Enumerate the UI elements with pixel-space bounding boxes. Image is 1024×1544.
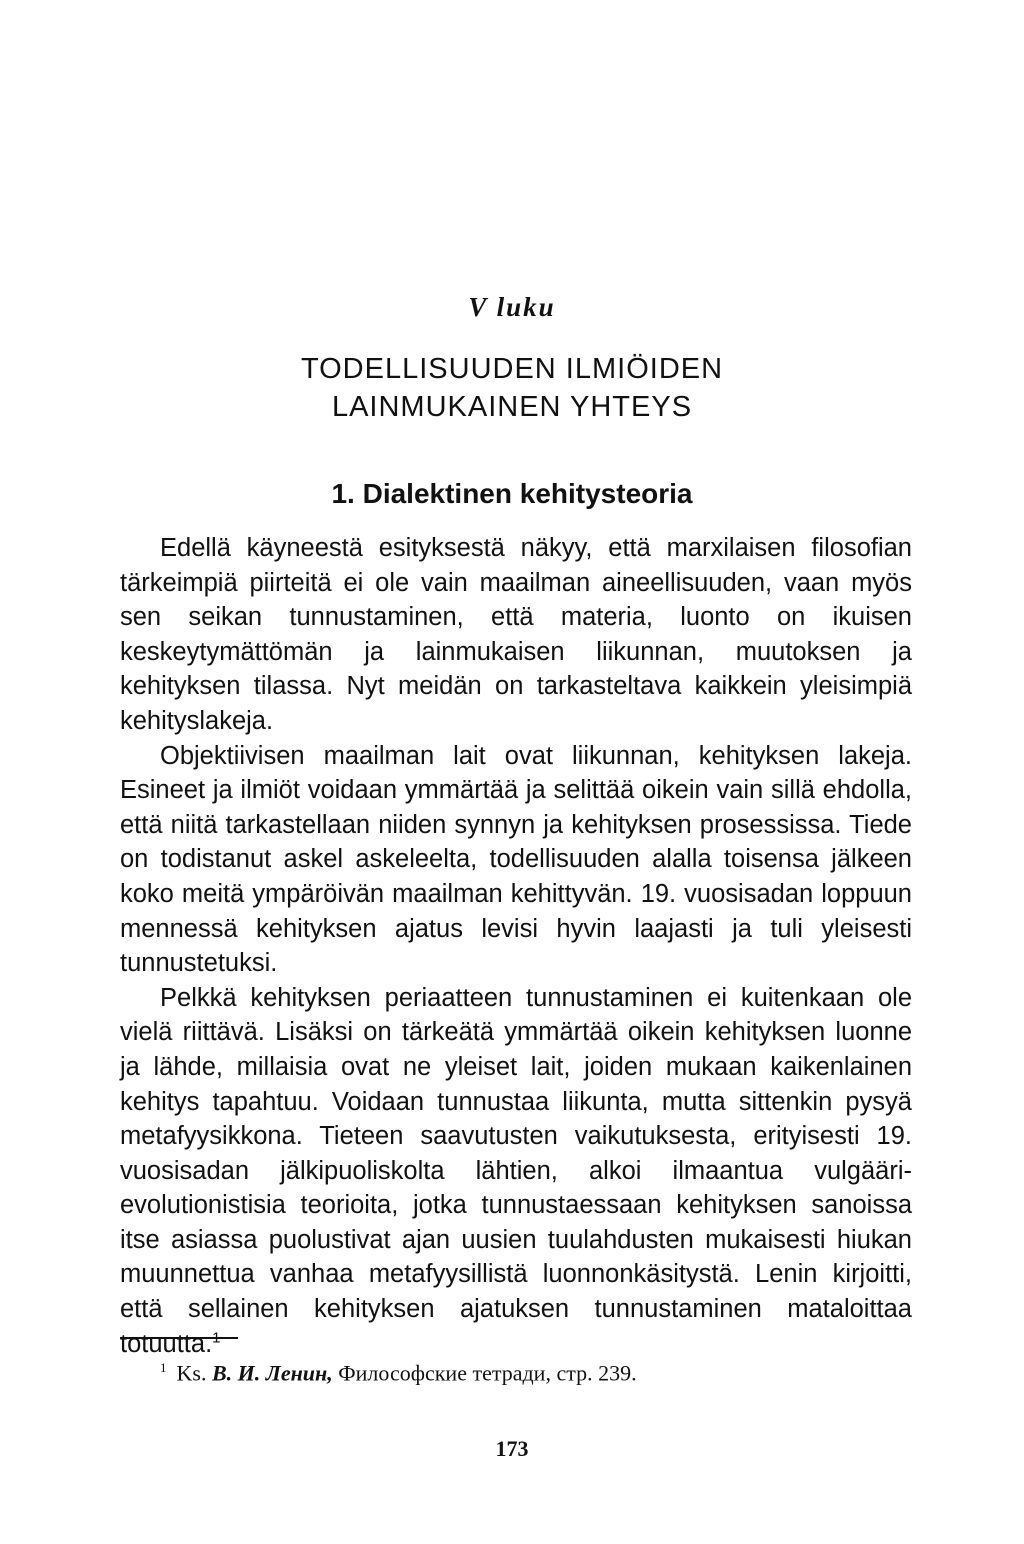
footnote-mark: 1	[160, 1360, 167, 1375]
paragraph-3-text: Pelkkä kehityksen periaatteen tunnustaminen ei kuitenkaan ole vielä riittävä. Lisäksi on tärkeätä ymmärtää oikein kehityksen luonne ja lähde, millaisia ovat ne yleiset lait, joiden mukaan kaikenlainen kehitys tapahtuu. Voidaan tunnustaa liikunta, mutta sittenkin pysyä metafyysikkona. Tieteen saavutusten vaikutuksesta, erityisesti 19. vuosisadan jälkipuoliskolta lähtien, alkoi ilmaantua vulgääri-evolutionistisia teorioita, jotka tunnustaessaan kehityksen sanoissa itse asiassa puolustivat ajan uusien tuulahdusten mukaisesti hiukan muunnettua vanhaa metafyysillistä luonnonkäsitystä. Lenin kirjoitti, että sellainen kehityksen ajatuksen tunnustaminen mataloittaa totuutta.	[120, 983, 912, 1358]
chapter-title-line-2: LAINMUKAINEN YHTEYS	[331, 391, 693, 423]
chapter-title	[0, 350, 1024, 426]
footnote-text: Философские тетради, стр. 239.	[338, 1360, 637, 1386]
chapter-label: V luku	[468, 292, 556, 322]
paragraph-1: Edellä käyneestä esityksestä näkyy, että marxilaisen filosofian tärkeimpiä piirteitä ei ole vain maailman aineellisuuden, vaan myös sen seikan tunnustaminen, että materia, luonto on ikuisen keskeytymättömän ja lainmukaisen liikunnan, muutoksen ja kehityksen tilassa. Nyt meidän on tarkasteltava kaikkein yleisimpiä kehityslakeja.	[120, 534, 912, 735]
paragraph-2: Objektiivisen maailman lait ovat liikunnan, kehityksen lakeja. Esineet ja ilmiöt voidaan ymmärtää ja selittää oikein vain sillä ehdolla, että niitä tarkastellaan niiden synnyn ja kehityksen prosessissa. Tiede on todistanut askel askeleelta, todellisuuden alalla toisensa jälkeen koko meitä ympäröivän maailman kehittyvän. 19. vuosisadan loppuun mennessä kehityksen ajatus levisi hyvin laajasti ja tuli yleisesti tunnustetuksi.	[120, 741, 912, 978]
footnote-prefix: Ks.	[176, 1360, 207, 1386]
footnote-author: В. И. Ленин,	[211, 1360, 333, 1386]
footnote-reference: 1	[212, 1329, 221, 1347]
section-heading: 1. Dialektinen kehitysteoria	[331, 478, 693, 509]
footnote-divider	[120, 1337, 238, 1339]
chapter-title-line-1: TODELLISUUDEN ILMIÖIDEN	[300, 353, 724, 385]
footnote	[160, 1360, 637, 1386]
paragraph-3	[120, 981, 912, 1362]
body-text	[120, 531, 912, 1361]
page-number: 173	[495, 1436, 529, 1461]
